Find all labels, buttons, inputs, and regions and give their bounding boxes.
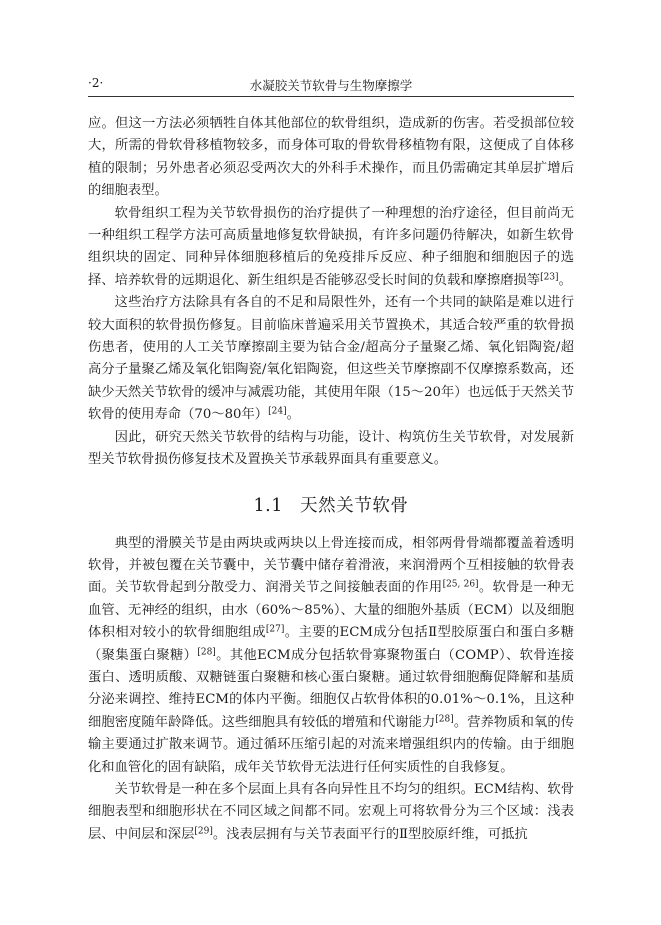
- paragraph: 这些治疗方法除具有各自的不足和局限性外，还有一个共同的缺陷是难以进行较大面积的软骨损伤修复。目前临床普遍采用关节置换术，其适合较严重的软骨损伤患者，使用的人工关节摩擦副主要为钴合金/超高分子量聚乙烯、氧化铝陶瓷/超高分子量聚乙烯及氧化铝陶瓷/氧化铝陶瓷，但这些关节摩擦副不仅摩擦系数高，还缺少天然关节软骨的缓冲与减震功能，其使用年限（15～20年）也远低于天然关节软骨的使用寿命（70～80年）[24]。: [88, 295, 574, 423]
- paragraph: 关节软骨是一种在多个层面上具有各向异性且不均匀的组织。ECM结构、软骨细胞表型和细胞形状在不同区域之间都不同。宏观上可将软骨分为三个区域：浅表层、中间层和深层[29]。浅表层拥有与关节表面平行的Ⅱ型胶原纤维，可抵抗: [88, 781, 574, 842]
- section-paragraphs: [88, 533, 574, 847]
- citation-superscript: [28]: [197, 647, 216, 658]
- citation-superscript: [24]: [268, 406, 287, 417]
- citation-superscript: [23]: [540, 272, 559, 283]
- section-title: 天然关节软骨: [299, 495, 409, 516]
- intro-paragraphs: [88, 113, 574, 472]
- running-title: 水凝胶关节软骨与生物摩擦学: [249, 78, 413, 93]
- citation-superscript: [27]: [265, 624, 285, 635]
- page-header: [88, 76, 574, 96]
- page-number: ·2·: [88, 76, 104, 90]
- page-body: [88, 113, 574, 846]
- citation-superscript: [25, 26]: [442, 579, 479, 590]
- paragraph: 软骨组织工程为关节软骨损伤的治疗提供了一种理想的治疗途径，但目前尚无一种组织工程学方法可高质量地修复软骨缺损，有许多问题仍待解决，如新生软骨组织块的固定、同种异体细胞移植后的免疫排斥反应、种子细胞和细胞因子的选择、培养软骨的远期退化、新生组织是否能够忍受长时间的负载和摩擦磨损等[23]。: [88, 205, 574, 288]
- paragraph: 典型的滑膜关节是由两块或两块以上骨连接而成，相邻两骨骨端都覆盖着透明软骨，并被包覆在关节囊中，关节囊中储存着滑液，来润滑两个互相接触的软骨表面。关节软骨起到分散受力、润滑关节之间接触表面的作用[25, 26]。软骨是一种无血管、无神经的组织，由水（60%～85%）、大量的细胞外基质（ECM）以及细胞体积相对较小的软骨细胞组成[27]。主要的ECM成分包括Ⅱ型胶原蛋白和蛋白多糖（聚集蛋白聚糖）[28]。其他ECM成分包括软骨寡聚物蛋白（COMP）、软骨连接蛋白、透明质酸、双糖链蛋白聚糖和核心蛋白聚糖。通过软骨细胞酶促降解和基质分泌来调控、维持ECM的体内平衡。细胞仅占软骨体积的0.01%～0.1%，且这种细胞密度随年龄降低。这些细胞具有较低的增殖和代谢能力[28]。营养物质和氧的传输主要通过扩散来调节。通过循环压缩引起的对流来增强组织内的传输。由于细胞化和血管化的固有缺陷，成年关节软骨无法进行任何实质性的自我修复。: [88, 535, 575, 775]
- header-rule: [88, 96, 574, 97]
- paragraph: 应。但这一方法必须牺牲自体其他部位的软骨组织，造成新的伤害。若受损部位较大，所需的骨软骨移植物较多，而身体可取的骨软骨移植物有限，这便成了自体移植的限制；另外患者必须忍受两次大的外科手术操作，而且仍需确定其单层扩增后的细胞表型。: [88, 116, 574, 199]
- paragraph: 因此，研究天然关节软骨的结构与功能，设计、构筑仿生关节软骨，对发展新型关节软骨损伤修复技术及置换关节承载界面具有重要意义。: [88, 429, 574, 468]
- section-number: 1.1: [253, 495, 283, 516]
- citation-superscript: [28]: [435, 714, 454, 725]
- section-heading: [88, 492, 574, 517]
- citation-superscript: [29]: [194, 826, 213, 837]
